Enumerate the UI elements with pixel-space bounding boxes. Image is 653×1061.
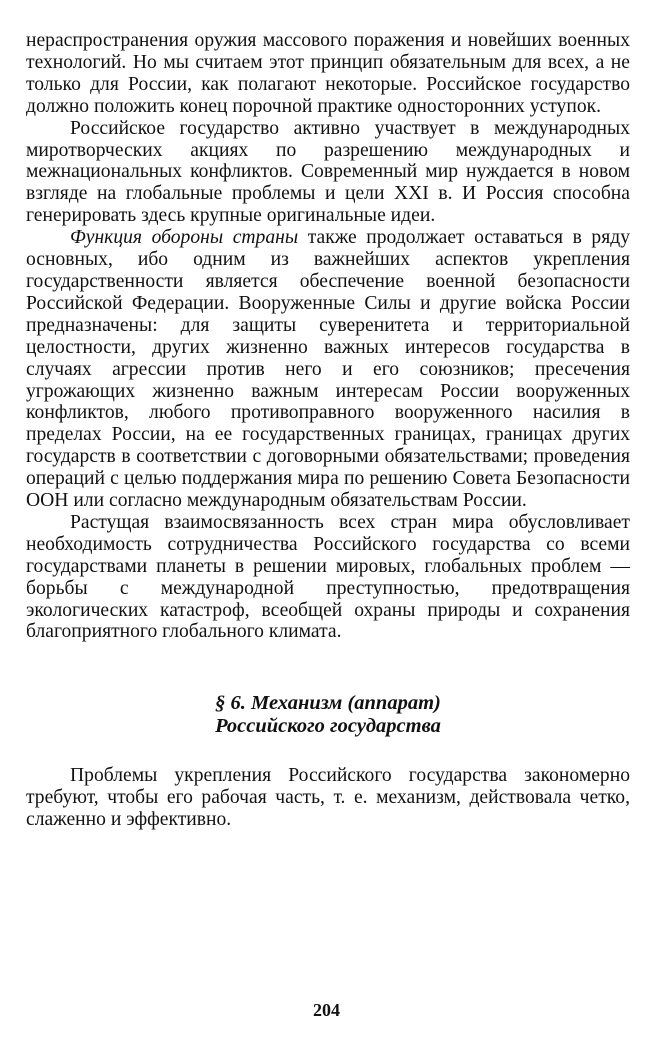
paragraph-3	[26, 227, 630, 512]
paragraph-4: Растущая взаимосвязанность всех стран мира обусловливает необходимость сотрудничества Российского государства со всеми государствами планеты в решении мировых, глобальных проблем — борьбы с международной преступностью, предотвращения экологических катастроф, всеобщей охраны природы и сохранения благоприятного глобального климата.	[26, 511, 630, 643]
paragraph-1: нераспространения оружия массового поражения и новейших военных технологий. Но мы считаем этот принцип обязательным для всех, а не только для России, как полагают некоторые. Российское государство должно положить конец порочной практике односторонних уступок.	[26, 30, 630, 117]
paragraph-3-text: также продолжает оставаться в ряду основных, ибо одним из важнейших аспектов укрепления государственности является обеспечение военной безопасности Российской Федерации. Вооруженные Силы и другие войска России предназначены: для защиты суверенитета и территориальной целостности, других жизненно важных интересов государства в случаях агрессии против него и его союзников; пресечения угрожающих жизненно важным интересам России вооруженных конфликтов, любого противоправного вооруженного насилия в пределах России, на ее государственных границах, границах других государств в соответствии с договорными обязательствами; проведения операций с целью поддержания мира по решению Совета Безопасности ООН или согласно международным обязательствам России.	[26, 227, 630, 512]
page-body	[26, 30, 630, 831]
paragraph-2: Российское государство активно участвует в международных миротворческих акциях по разрешению международных и межнациональных конфликтов. Современный мир нуждается в новом взгляде на глобальные проблемы и цели XXI в. И Россия способна генерировать здесь крупные оригинальные идеи.	[26, 117, 630, 227]
section-heading	[26, 692, 630, 738]
section-heading-line-1: § 6. Механизм (аппарат)	[215, 692, 441, 715]
paragraph-5: Проблемы укрепления Российского государства закономерно требуют, чтобы его рабочая часть, т. е. механизм, действовала четко, слаженно и эффективно.	[26, 765, 630, 831]
section-heading-line-2: Российского государства	[215, 715, 441, 738]
page-number: 204	[313, 1000, 340, 1020]
italic-term: Функция обороны страны	[70, 227, 299, 249]
